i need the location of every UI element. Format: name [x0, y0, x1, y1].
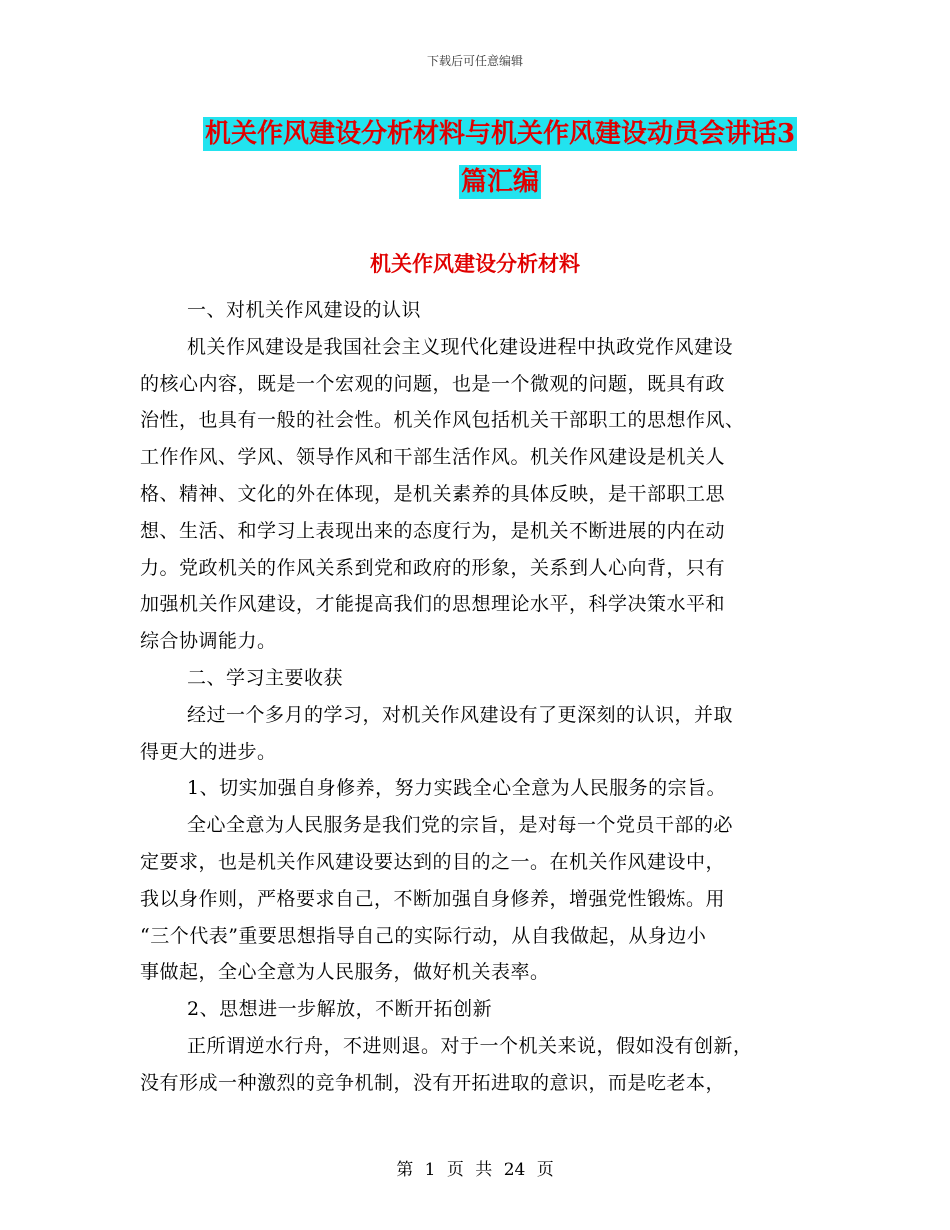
- paragraph-line: 力。党政机关的作风关系到党和政府的形象，关系到人心向背，只有: [140, 556, 726, 579]
- document-title-line-2: 篇汇编: [460, 167, 539, 197]
- document-title: [180, 110, 820, 206]
- paragraph-line: 经过一个多月的学习，对机关作风建设有了更深刻的认识，并取: [187, 703, 734, 726]
- heading-1: 一、对机关作风建设的认识: [187, 299, 422, 321]
- subheading-1: 1、切实加强自身修养，努力实践全心全意为人民服务的宗旨。: [187, 777, 727, 800]
- paragraph-line: “三个代表”重要思想指导自己的实际行动，从自我做起，从身边小: [140, 924, 707, 947]
- section-title: 机关作风建设分析材料: [370, 251, 580, 276]
- paragraph-line: 正所谓逆水行舟，不进则退。对于一个机关来说，假如没有创新，: [187, 1034, 753, 1057]
- paragraph-line: 综合协调能力。: [140, 630, 277, 653]
- paragraph-line: 事做起，全心全意为人民服务，做好机关表率。: [140, 961, 550, 984]
- paragraph-line: 没有形成一种激烈的竞争机制，没有开拓进取的意识，而是吃老本，: [140, 1071, 726, 1094]
- paragraph-line: 的核心内容，既是一个宏观的问题，也是一个微观的问题，既具有政: [140, 372, 726, 395]
- document-body: [140, 292, 810, 1102]
- heading-2: 二、学习主要收获: [187, 666, 344, 689]
- paragraph-line: 工作作风、学风、领导作风和干部生活作风。机关作风建设是机关人: [140, 446, 726, 469]
- paragraph-line: 想、生活、和学习上表现出来的态度行为，是机关不断进展的内在动: [140, 519, 726, 542]
- document-title-line-1: 机关作风建设分析材料与机关作风建设动员会讲话3: [204, 119, 796, 149]
- paragraph-line: 全心全意为人民服务是我们党的宗旨，是对每一个党员干部的必: [187, 814, 734, 837]
- paragraph-line: 我以身作则，严格要求自己，不断加强自身修养，增强党性锻炼。用: [140, 887, 726, 910]
- paragraph-line: 格、精神、文化的外在体现，是机关素养的具体反映，是干部职工思: [140, 482, 726, 505]
- subheading-2: 2、思想进一步解放，不断开拓创新: [187, 998, 493, 1021]
- page-footer: 第 1 页 共 24 页: [396, 1160, 554, 1180]
- paragraph-line: 治性，也具有一般的社会性。机关作风包括机关干部职工的思想作风、: [140, 409, 745, 432]
- paragraph-line: 定要求，也是机关作风建设要达到的目的之一。在机关作风建设中，: [140, 850, 726, 873]
- paragraph-line: 加强机关作风建设，才能提高我们的思想理论水平，科学决策水平和: [140, 593, 726, 616]
- paragraph-line: 机关作风建设是我国社会主义现代化建设进程中执政党作风建设: [187, 335, 734, 358]
- header-note: 下载后可任意编辑: [426, 54, 523, 68]
- paragraph-line: 得更大的进步。: [140, 740, 277, 763]
